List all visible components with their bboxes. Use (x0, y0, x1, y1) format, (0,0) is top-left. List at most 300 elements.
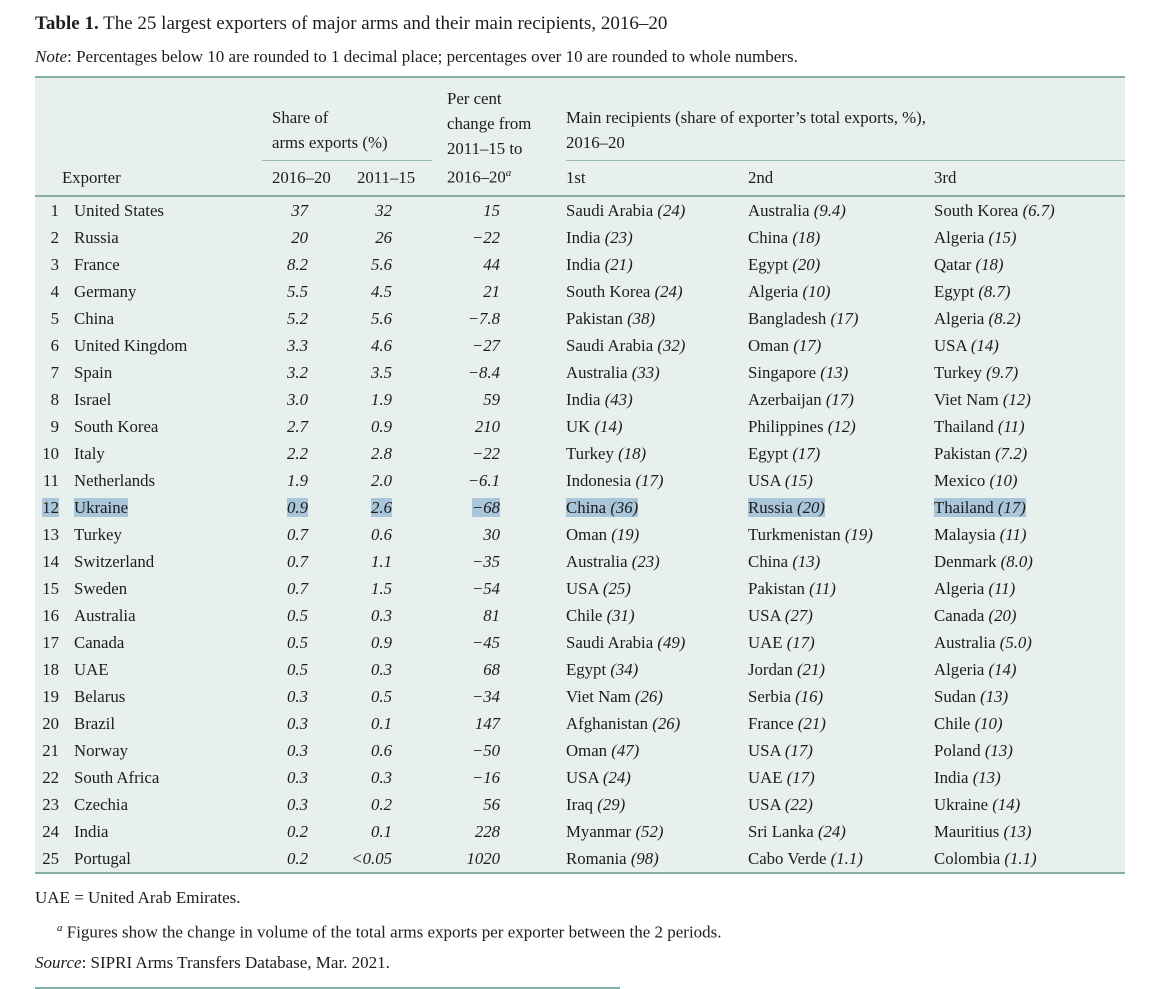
recipient-2nd-cell (748, 791, 934, 818)
recipient-text (748, 714, 826, 733)
share-2011-15-cell (346, 818, 432, 845)
rank-value: 25 (42, 848, 59, 868)
exporter-cell (61, 791, 262, 818)
change-value: −8.4 (467, 362, 501, 382)
change-value: 210 (474, 416, 501, 436)
exporter-cell (61, 359, 262, 386)
change-cell (432, 791, 566, 818)
change-value: −54 (471, 578, 501, 598)
change-cell (432, 548, 566, 575)
recipient-name: Colombia (934, 848, 1001, 868)
recipient-name: India (934, 767, 969, 787)
recipient-text (934, 309, 1021, 328)
change-value: 30 (483, 524, 501, 544)
recipient-3rd-cell (934, 764, 1125, 791)
recipient-name: Egypt (566, 659, 607, 679)
exporter-cell (61, 521, 262, 548)
recipient-share: (11) (988, 578, 1016, 598)
recipient-share: (26) (652, 713, 681, 733)
recipient-text (934, 660, 1017, 679)
recipient-name: Saudi Arabia (566, 632, 654, 652)
recipient-text (934, 255, 1003, 274)
rank-value: 10 (42, 443, 59, 463)
header-group-row (35, 77, 1125, 161)
rank-value: 20 (42, 713, 59, 733)
recipient-text (566, 444, 646, 463)
recipient-share: (8.0) (1000, 551, 1033, 571)
recipient-share: (27) (784, 605, 813, 625)
recipient-share: (32) (657, 335, 686, 355)
share-2016-20-cell (262, 386, 346, 413)
table-note (35, 46, 1125, 68)
change-value: −27 (471, 335, 501, 355)
exporter-cell (61, 251, 262, 278)
exporter-cell (61, 548, 262, 575)
share-2011-15-cell (346, 440, 432, 467)
share-2016-20-cell (262, 494, 346, 521)
recipient-2nd-cell (748, 494, 934, 521)
recipient-text (748, 741, 813, 760)
recipient-3rd-cell (934, 332, 1125, 359)
recipient-1st-cell (566, 413, 748, 440)
header-empty (35, 77, 262, 161)
share-2011-15-value: 0.9 (371, 632, 393, 652)
recipient-name: Poland (934, 740, 981, 760)
recipient-1st-cell (566, 629, 748, 656)
recipient-share: (18) (975, 254, 1004, 274)
recipient-3rd-cell (934, 845, 1125, 873)
recipient-name: China (566, 497, 607, 517)
share-2016-20-value: 0.7 (287, 524, 308, 544)
share-2011-15-value: 2.0 (371, 470, 393, 490)
share-2011-15-value: 3.5 (371, 362, 393, 382)
recipient-text (566, 714, 680, 733)
share-2011-15-value: 1.9 (371, 389, 393, 409)
exporter-name: Netherlands (74, 470, 156, 490)
rank-cell (35, 764, 61, 791)
exporter-name: India (74, 821, 109, 841)
table-row (35, 818, 1125, 845)
footnote-a (35, 917, 1125, 944)
recipient-text (566, 552, 660, 571)
share-2016-20-value: 5.2 (287, 308, 308, 328)
recipient-3rd-cell (934, 196, 1125, 224)
change-cell (432, 710, 566, 737)
recipient-text (934, 282, 1010, 301)
exporter-cell (61, 494, 262, 521)
recipient-share: (10) (974, 713, 1003, 733)
exporter-name: South Korea (74, 416, 159, 436)
rank-cell (35, 386, 61, 413)
recipient-name: Pakistan (566, 308, 623, 328)
recipient-name: USA (748, 794, 781, 814)
change-value: −7.8 (467, 308, 501, 328)
recipient-2nd-cell (748, 196, 934, 224)
share-2016-20-value: 3.3 (287, 335, 308, 355)
recipient-text (748, 579, 836, 598)
recipient-share: (22) (784, 794, 813, 814)
recipient-share: (13) (792, 551, 821, 571)
rank-cell (35, 494, 61, 521)
change-cell (432, 251, 566, 278)
exporter-name: Australia (74, 605, 136, 625)
exporter-name: Ukraine (74, 497, 129, 517)
recipient-name: Azerbaijan (748, 389, 822, 409)
recipient-3rd-cell (934, 602, 1125, 629)
change-cell (432, 602, 566, 629)
exporter-name: Russia (74, 227, 119, 247)
recipient-2nd-cell (748, 521, 934, 548)
recipient-share: (17) (793, 335, 822, 355)
recipient-text (748, 282, 831, 301)
share-2011-15-cell (346, 251, 432, 278)
exporter-cell (61, 575, 262, 602)
recipient-text (566, 309, 655, 328)
recipient-share: (15) (988, 227, 1017, 247)
share-2011-15-value: 26 (375, 227, 393, 247)
share-2011-15-value: 0.9 (371, 416, 393, 436)
recipient-text (934, 552, 1033, 571)
recipient-3rd-cell (934, 224, 1125, 251)
recipient-share: (16) (795, 686, 824, 706)
exporter-name: China (74, 308, 115, 328)
recipient-name: Qatar (934, 254, 972, 274)
share-2011-15-cell (346, 656, 432, 683)
exporters-table (35, 76, 1125, 874)
recipient-share: (25) (602, 578, 631, 598)
share-2011-15-value: 4.6 (371, 335, 393, 355)
share-2011-15-value: 0.3 (371, 605, 393, 625)
recipient-text (566, 822, 663, 841)
rank-value: 4 (50, 281, 59, 301)
share-2011-15-cell (346, 764, 432, 791)
recipient-name: Serbia (748, 686, 791, 706)
recipient-text (566, 363, 660, 382)
recipient-share: (23) (631, 551, 660, 571)
recipient-text (748, 849, 863, 868)
recipient-share: (21) (796, 659, 825, 679)
recipient-name: UAE (748, 632, 783, 652)
table-row (35, 196, 1125, 224)
change-line1: Per cent (447, 89, 502, 108)
change-cell (432, 764, 566, 791)
recipient-3rd-cell (934, 305, 1125, 332)
recipient-text (934, 471, 1017, 490)
table-row (35, 575, 1125, 602)
recipient-share: (26) (634, 686, 663, 706)
recipient-name: Romania (566, 848, 627, 868)
share-2016-20-cell (262, 521, 346, 548)
recipient-share: (9.4) (813, 200, 846, 220)
recipient-text (934, 498, 1026, 517)
share-2016-20-value: 0.7 (287, 578, 308, 598)
recipient-share: (20) (792, 254, 821, 274)
share-2016-20-value: 0.2 (287, 821, 308, 841)
share-2011-15-cell (346, 629, 432, 656)
header-columns-row (35, 161, 1125, 196)
share-2016-20-value: 2.2 (287, 443, 308, 463)
recipient-text (566, 282, 683, 301)
share-2016-20-value: 0.7 (287, 551, 308, 571)
recipient-share: (98) (630, 848, 659, 868)
recipient-share: (14) (988, 659, 1017, 679)
recipient-share: (20) (988, 605, 1017, 625)
recipient-text (566, 768, 631, 787)
rank-cell (35, 521, 61, 548)
recipient-text (934, 417, 1025, 436)
table-row (35, 791, 1125, 818)
share-2016-20-value: 0.3 (287, 767, 308, 787)
share-2011-15-value: 4.5 (371, 281, 393, 301)
change-cell (432, 413, 566, 440)
recipient-name: Jordan (748, 659, 793, 679)
exporter-name: Italy (74, 443, 105, 463)
share-2011-15-value: 0.3 (371, 659, 393, 679)
recipient-2nd-cell (748, 818, 934, 845)
recipient-name: Algeria (934, 227, 985, 247)
recipient-share: (47) (611, 740, 640, 760)
header-share-group (262, 77, 432, 161)
table-row (35, 467, 1125, 494)
recipient-2nd-cell (748, 710, 934, 737)
recipient-name: Oman (566, 524, 608, 544)
share-group-line2: arms exports (%) (272, 133, 388, 153)
exporter-cell (61, 764, 262, 791)
exporter-name: UAE (74, 659, 109, 679)
recipient-1st-cell (566, 710, 748, 737)
change-cell (432, 629, 566, 656)
table-row (35, 494, 1125, 521)
recipient-name: Bangladesh (748, 308, 827, 328)
recipient-share: (34) (610, 659, 639, 679)
recipient-name: Algeria (748, 281, 799, 301)
recipient-text (934, 390, 1031, 409)
recipient-2nd-cell (748, 764, 934, 791)
rank-value: 17 (42, 632, 59, 652)
recipient-text (934, 444, 1027, 463)
exporter-name: Israel (74, 389, 112, 409)
table-row (35, 845, 1125, 873)
recipient-name: Egypt (934, 281, 975, 301)
recipient-text (934, 336, 999, 355)
recipient-name: USA (934, 335, 967, 355)
recipient-1st-cell (566, 818, 748, 845)
recipient-share: (20) (796, 497, 825, 517)
recipient-name: South Korea (934, 200, 1019, 220)
table-row (35, 305, 1125, 332)
share-2011-15-value: 5.6 (371, 254, 393, 274)
table-row (35, 224, 1125, 251)
share-2011-15-cell (346, 224, 432, 251)
rank-cell (35, 575, 61, 602)
rank-value: 7 (50, 362, 59, 382)
recipient-name: Viet Nam (566, 686, 631, 706)
change-value: −35 (471, 551, 501, 571)
share-2016-20-cell (262, 737, 346, 764)
exporter-cell (61, 224, 262, 251)
recipient-share: (10) (802, 281, 831, 301)
recipient-share: (11) (997, 416, 1025, 436)
rank-value: 6 (50, 335, 59, 355)
recipient-text (748, 444, 820, 463)
recipient-name: Singapore (748, 362, 817, 382)
exporter-cell (61, 305, 262, 332)
change-cell (432, 440, 566, 467)
exporter-cell (61, 196, 262, 224)
rank-cell (35, 683, 61, 710)
recipient-2nd-cell (748, 629, 934, 656)
header-3rd: 3rd (934, 161, 1125, 196)
recipient-2nd-cell (748, 251, 934, 278)
abbreviation-note: UAE = United Arab Emirates. (35, 887, 241, 907)
recipient-3rd-cell (934, 440, 1125, 467)
recipient-share: (24) (602, 767, 631, 787)
share-2011-15-value: 0.3 (371, 767, 393, 787)
recipient-name: USA (748, 470, 781, 490)
recipient-text (748, 417, 856, 436)
share-2016-20-cell (262, 845, 346, 873)
recipient-text (566, 228, 633, 247)
recipient-share: (18) (792, 227, 821, 247)
recipient-1st-cell (566, 575, 748, 602)
share-2011-15-value: 0.6 (371, 524, 393, 544)
table-row (35, 359, 1125, 386)
header-2011-15: 2011–15 (346, 161, 432, 196)
rank-value: 14 (42, 551, 59, 571)
recipient-share: (10) (989, 470, 1018, 490)
exporter-cell (61, 656, 262, 683)
share-2011-15-cell (346, 683, 432, 710)
change-value: 15 (483, 200, 501, 220)
share-2011-15-cell (346, 305, 432, 332)
change-cell (432, 575, 566, 602)
share-2011-15-value: 2.6 (371, 497, 393, 517)
recipient-1st-cell (566, 440, 748, 467)
share-2016-20-value: 20 (291, 227, 308, 247)
recipient-name: Sudan (934, 686, 976, 706)
change-value: −34 (471, 686, 501, 706)
share-2011-15-cell (346, 359, 432, 386)
recipient-text (748, 255, 820, 274)
share-group-line1: Share of (272, 108, 329, 128)
recipient-text (748, 390, 854, 409)
recipient-share: (12) (827, 416, 856, 436)
exporter-cell (61, 440, 262, 467)
recipient-share: (24) (657, 200, 686, 220)
recipient-share: (9.7) (986, 362, 1019, 382)
recipient-1st-cell (566, 521, 748, 548)
table-body (35, 196, 1125, 873)
table-row (35, 710, 1125, 737)
recipient-1st-cell (566, 467, 748, 494)
share-2011-15-cell (346, 494, 432, 521)
recipient-text (748, 228, 820, 247)
change-value: −22 (471, 227, 501, 247)
recipient-share: (21) (604, 254, 633, 274)
share-2016-20-value: 0.5 (287, 605, 308, 625)
change-cell (432, 467, 566, 494)
recipient-name: Philippines (748, 416, 824, 436)
source-text: : SIPRI Arms Transfers Database, Mar. 2021. (81, 953, 390, 973)
change-cell (432, 278, 566, 305)
recipient-name: USA (566, 578, 599, 598)
share-2016-20-value: 0.5 (287, 659, 308, 679)
recipient-text (566, 471, 663, 490)
recipient-share: (24) (817, 821, 846, 841)
recipient-name: South Korea (566, 281, 651, 301)
share-2016-20-cell (262, 818, 346, 845)
share-2016-20-value: 0.3 (287, 713, 308, 733)
recipient-text (566, 417, 622, 436)
share-2011-15-value: 1.5 (371, 578, 393, 598)
recipient-share: (17) (830, 308, 859, 328)
rank-cell (35, 278, 61, 305)
recipient-share: (43) (604, 389, 633, 409)
change-cell (432, 224, 566, 251)
change-value: −45 (471, 632, 501, 652)
recipient-name: Russia (748, 497, 793, 517)
recipient-3rd-cell (934, 737, 1125, 764)
share-2016-20-cell (262, 683, 346, 710)
recipient-name: Turkey (934, 362, 982, 382)
recipient-name: Chile (566, 605, 603, 625)
recipient-share: (23) (604, 227, 633, 247)
recipient-share: (5.0) (999, 632, 1032, 652)
recipient-1st-cell (566, 196, 748, 224)
share-2016-20-cell (262, 305, 346, 332)
table-title (35, 12, 1125, 36)
recipients-group-line2: 2016–20 (566, 133, 625, 153)
rank-value: 11 (42, 470, 59, 490)
recipient-text (566, 255, 633, 274)
recipient-3rd-cell (934, 359, 1125, 386)
table-footer (35, 887, 1125, 989)
recipient-share: (19) (844, 524, 873, 544)
recipient-2nd-cell (748, 548, 934, 575)
recipient-text (748, 201, 846, 220)
footnote-marker: a (505, 167, 512, 179)
recipient-2nd-cell (748, 845, 934, 873)
recipient-text (934, 363, 1018, 382)
recipient-2nd-cell (748, 332, 934, 359)
recipient-text (748, 498, 825, 517)
change-cell (432, 332, 566, 359)
share-2011-15-cell (346, 278, 432, 305)
recipient-text (934, 822, 1031, 841)
recipient-1st-cell (566, 386, 748, 413)
rank-value: 16 (42, 605, 59, 625)
share-2016-20-cell (262, 602, 346, 629)
recipient-name: Canada (934, 605, 985, 625)
change-value: −22 (471, 443, 501, 463)
rank-value: 19 (42, 686, 59, 706)
change-cell (432, 683, 566, 710)
recipient-text (748, 336, 821, 355)
recipient-2nd-cell (748, 467, 934, 494)
footnote-a-marker: a (57, 921, 63, 934)
recipient-share: (14) (970, 335, 999, 355)
table-row (35, 683, 1125, 710)
rank-cell (35, 467, 61, 494)
recipient-1st-cell (566, 224, 748, 251)
change-cell (432, 521, 566, 548)
exporter-name: Canada (74, 632, 125, 652)
change-cell (432, 845, 566, 873)
recipient-3rd-cell (934, 467, 1125, 494)
recipient-name: India (566, 389, 601, 409)
share-2011-15-value: 0.1 (371, 821, 393, 841)
rank-value: 22 (42, 767, 59, 787)
